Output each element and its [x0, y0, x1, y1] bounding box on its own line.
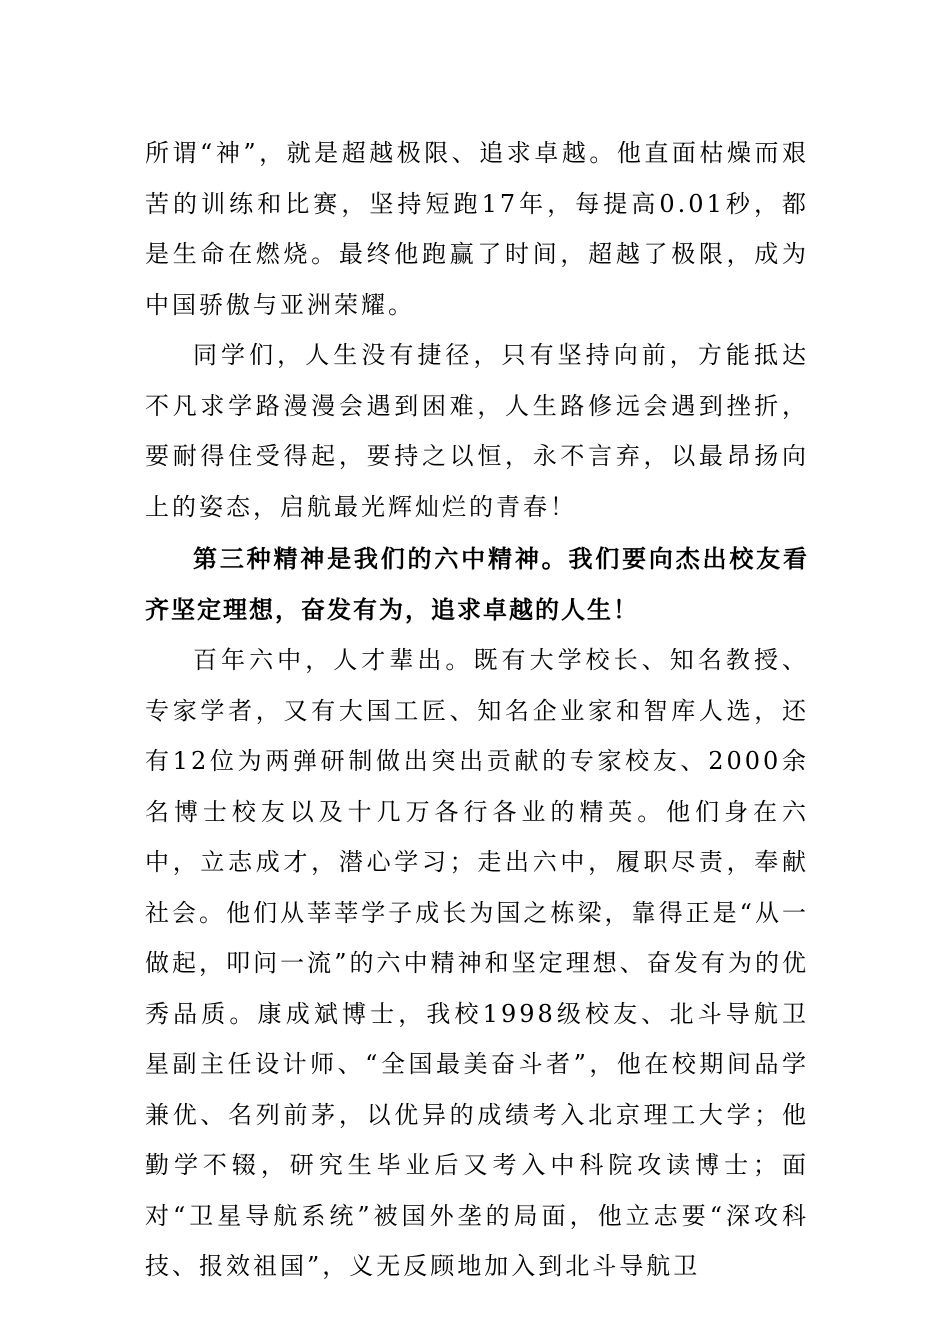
- paragraph-alumni: 百年六中，人才辈出。既有大学校长、知名教授、专家学者，又有大国工匠、知名企业家和智库人选，还有12位为两弹研制做出突出贡献的专家校友、2000余名博士校友以及十几万各行各业的精英。他们身在六中，立志成才，潜心学习；走出六中，履职尽责，奉献社会。他们从莘莘学子成长为国之栋梁，靠得正是“从一做起，叩问一流”的六中精神和坚定理想、奋发有为的优秀品质。康成斌博士，我校1998级校友、北斗导航卫星副主任设计师、“全国最美奋斗者”，他在校期间品学兼优、名列前茅，以优异的成绩考入北京理工大学；他勤学不辍，研究生毕业后又考入中科院攻读博士；面对“卫星导航系统”被国外垄的局面，他立志要“深攻科技、报效祖国”，义无反顾地加入到北斗导航卫: [145, 646, 809, 1280]
- paragraph-encouragement: 同学们，人生没有捷径，只有坚持向前，方能抵达不凡求学路漫漫会遇到困难，人生路修远会遇到挫折，要耐得住受得起，要持之以恒，永不言弃，以最昂扬向上的姿态，启航最光辉灿烂的青春！: [145, 341, 809, 521]
- section-heading: 第三种精神是我们的六中精神。我们要向杰出校友看齐坚定理想，奋发有为，追求卓越的人生！: [145, 545, 809, 624]
- paragraph-continuation: 所谓“神”，就是超越极限、追求卓越。他直面枯燥而艰苦的训练和比赛，坚持短跑17年，每提高0.01秒，都是生命在燃烧。最终他跑赢了时间，超越了极限，成为中国骄傲与亚洲荣耀。: [145, 139, 809, 319]
- document-body: [145, 128, 809, 1292]
